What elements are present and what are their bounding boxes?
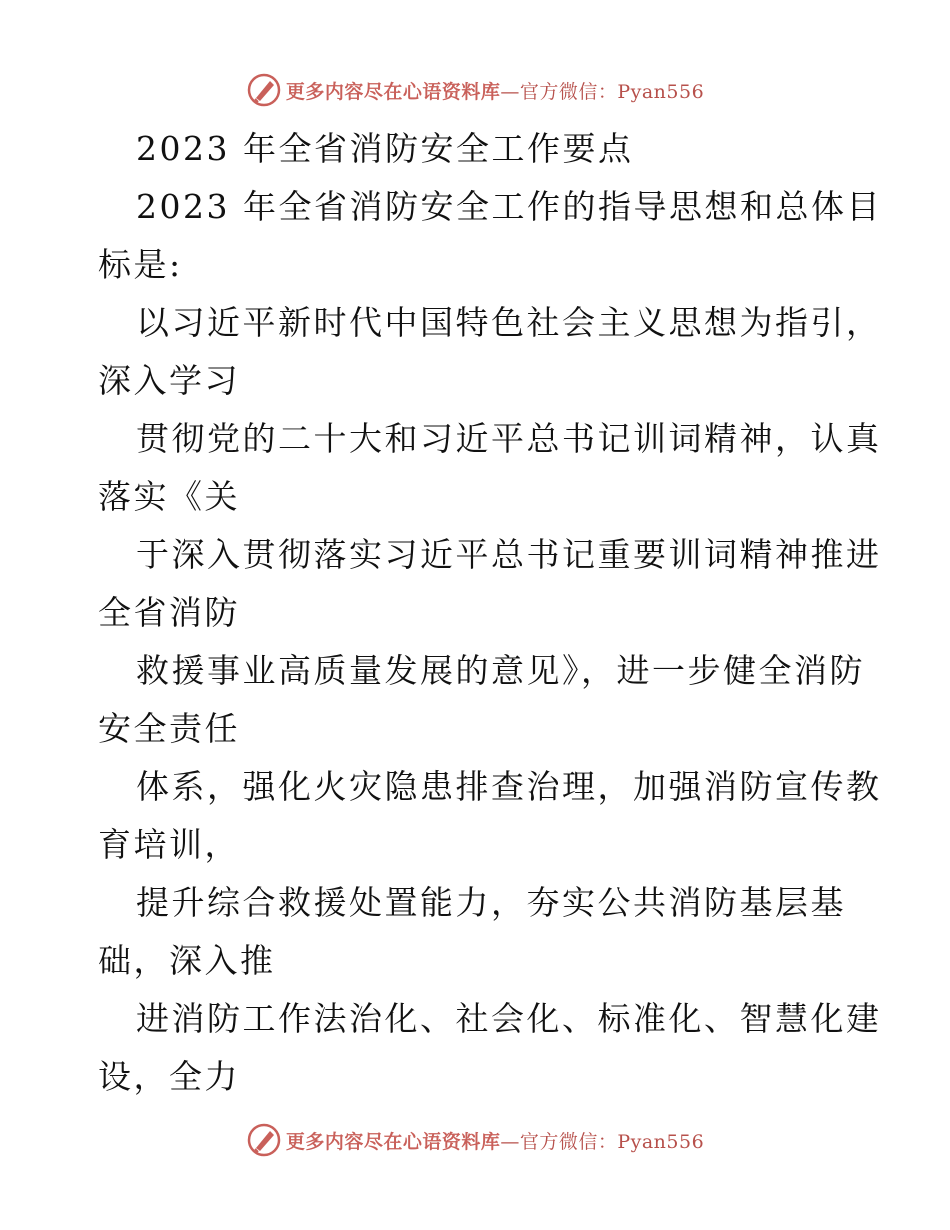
text-line: 育培训， — [98, 825, 240, 864]
text-line: 全省消防 — [98, 593, 240, 632]
watermark-banner-bottom — [0, 1120, 950, 1160]
watermark-lead: 更多内容尽在心语资料库 — [285, 1130, 501, 1153]
watermark-banner-top — [0, 70, 950, 110]
text-line: 标是: — [98, 245, 183, 284]
pen-logo-icon — [246, 1122, 282, 1158]
watermark-text — [286, 77, 704, 104]
text-line: 2023 年全省消防安全工作的指导思想和总体目 — [136, 187, 882, 226]
watermark-tail: —官方微信：Pyan556 — [500, 80, 705, 103]
text-line: 体系，强化火灾隐患排查治理，加强消防宣传教 — [136, 767, 882, 806]
text-line: 提升综合救援处置能力，夯实公共消防基层基 — [136, 883, 846, 922]
text-line: 进消防工作法治化、社会化、标准化、智慧化建 — [136, 999, 882, 1038]
text-line: 安全责任 — [98, 709, 240, 748]
text-line: 以习近平新时代中国特色社会主义思想为指引， — [136, 303, 882, 342]
text-line: 础，深入推 — [98, 941, 276, 980]
watermark-tail: —官方微信：Pyan556 — [500, 1130, 705, 1153]
text-line: 救援事业高质量发展的意见》，进一步健全消防 — [136, 651, 865, 690]
text-line: 深入学习 — [98, 361, 240, 400]
watermark-lead: 更多内容尽在心语资料库 — [285, 80, 501, 103]
text-line: 设，全力 — [98, 1057, 240, 1096]
pen-logo-icon — [246, 72, 282, 108]
text-line: 落实《关 — [98, 477, 240, 516]
watermark-text — [286, 1127, 704, 1154]
text-line: 贯彻党的二十大和习近平总书记训词精神，认真 — [136, 419, 882, 458]
text-line: 2023 年全省消防安全工作要点 — [136, 129, 634, 168]
document-body — [98, 120, 882, 1106]
text-line: 于深入贯彻落实习近平总书记重要训词精神推进 — [136, 535, 882, 574]
